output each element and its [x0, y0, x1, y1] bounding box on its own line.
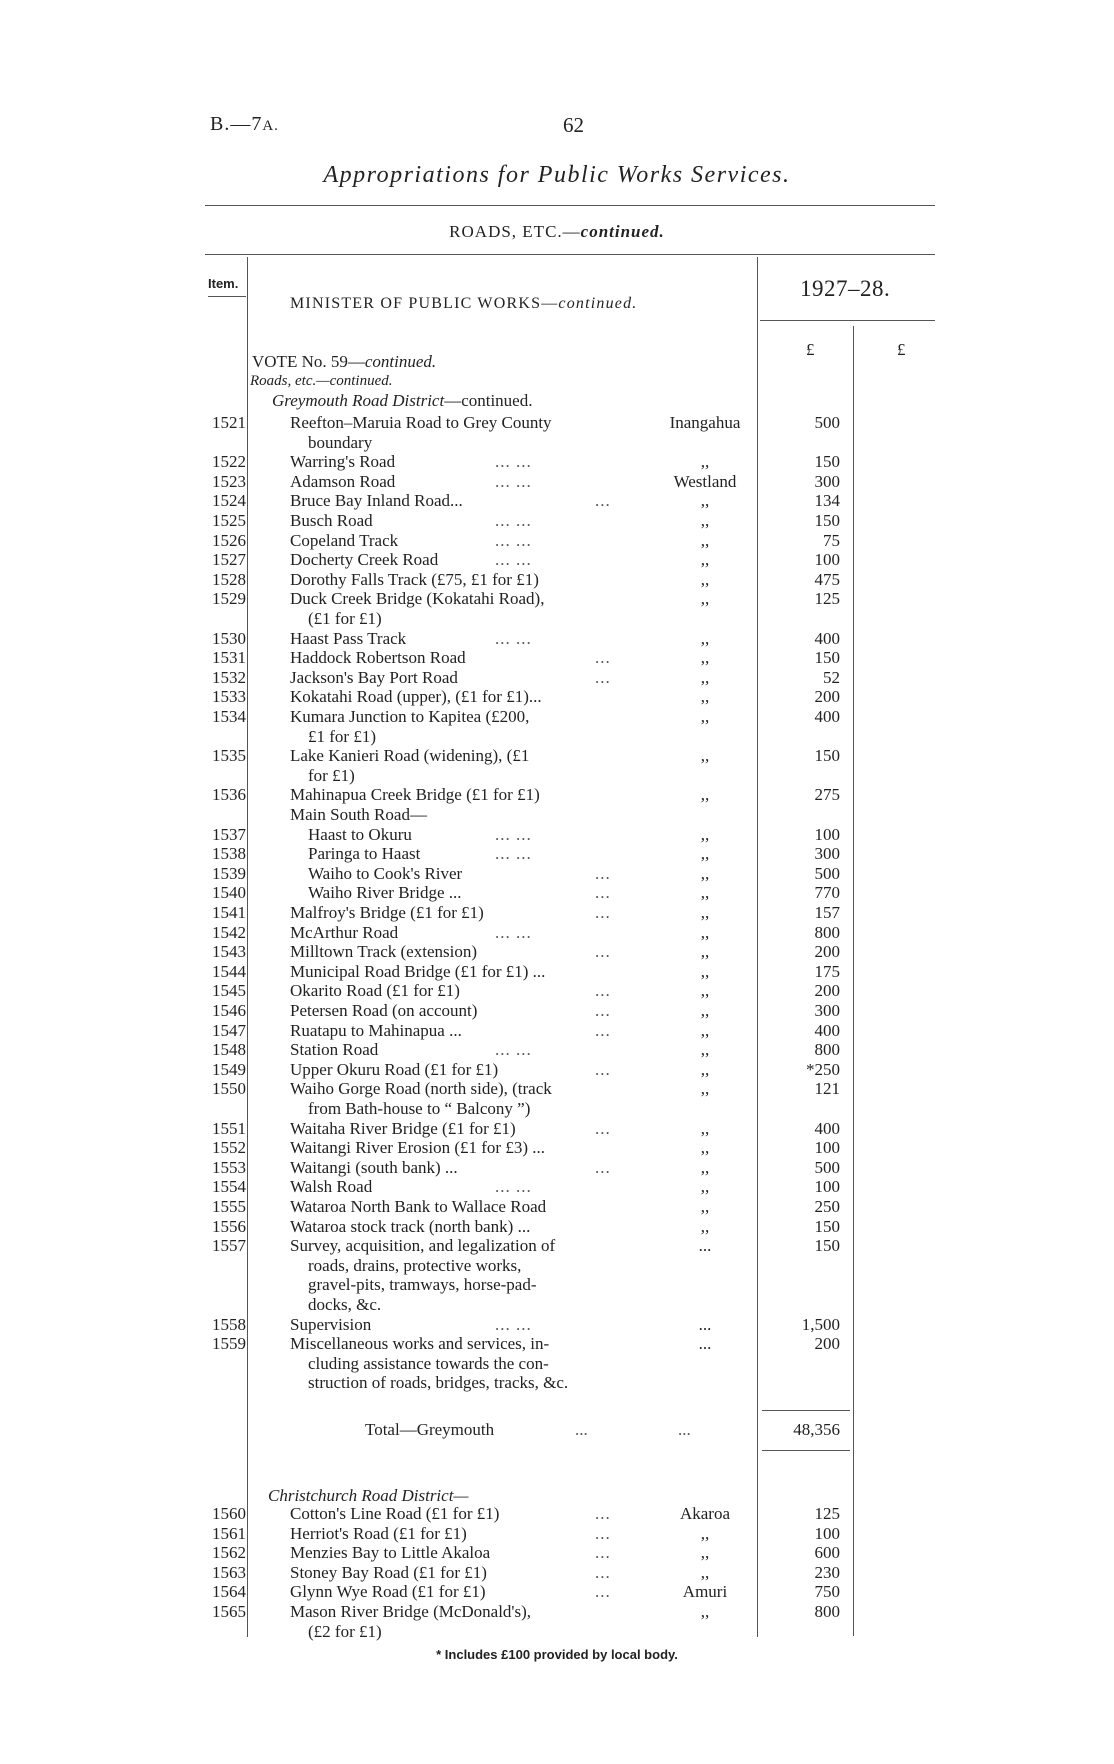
county-name: ,,	[700, 746, 710, 766]
table-row	[0, 1334, 1114, 1393]
item-number: 1536	[212, 785, 246, 805]
item-description-continued: boundary	[308, 432, 373, 452]
roads-subheading: Roads, etc.—continued.	[250, 373, 393, 389]
county-name: ,,	[700, 1197, 710, 1216]
item-description: Upper Okuru Road (£1 for £1)	[290, 1059, 499, 1079]
amount-value: 300	[814, 1001, 840, 1020]
item-description-continued: roads, drains, protective works,	[308, 1255, 522, 1275]
table-row	[0, 1001, 1114, 1020]
table-row	[0, 550, 1114, 569]
table-row	[0, 1040, 1114, 1059]
amount-value: 400	[814, 628, 840, 648]
leader-dots: ...	[595, 491, 611, 511]
item-description: Main South Road—	[290, 805, 427, 824]
table-row	[0, 981, 1114, 1000]
item-column-header: Item.	[208, 276, 239, 291]
county-name: ,,	[700, 1059, 710, 1079]
item-description: Municipal Road Bridge (£1 for £1) ...	[290, 961, 546, 981]
amount-value: 100	[814, 1138, 840, 1158]
amount-value: 134	[814, 491, 840, 511]
table-row	[0, 1079, 1114, 1118]
item-description: Warring's Road	[290, 452, 396, 472]
county-name: ,,	[700, 1118, 710, 1138]
table-row	[0, 491, 1114, 510]
leader-dots: ... ...	[495, 922, 532, 942]
item-number: 1555	[212, 1197, 246, 1216]
total-value: 48,356	[793, 1420, 840, 1439]
table-row	[0, 1543, 1114, 1562]
item-description: McArthur Road	[290, 922, 399, 942]
table-row	[0, 864, 1114, 883]
item-description-continued: (£2 for £1)	[308, 1621, 382, 1641]
amount-value: 275	[814, 785, 840, 805]
amount-value: 770	[814, 883, 840, 903]
item-description: Adamson Road	[290, 471, 396, 491]
amount-value: 800	[814, 1602, 840, 1621]
county-name: ,,	[700, 1020, 710, 1040]
table-row	[0, 1315, 1114, 1334]
amount-value: 200	[814, 1334, 840, 1354]
leader-dots: ... ...	[495, 511, 532, 530]
item-description: Okarito Road (£1 for £1)	[290, 981, 460, 1001]
item-number: 1546	[212, 1001, 246, 1020]
county-name: ,,	[700, 628, 710, 648]
amount-value: 500	[814, 863, 840, 883]
document-code: B.—7A.	[210, 113, 279, 135]
amount-value: 500	[814, 413, 840, 432]
item-description: Waitaha River Bridge (£1 for £1)	[290, 1118, 516, 1138]
item-number: 1523	[212, 471, 246, 491]
table-row	[0, 1060, 1114, 1079]
item-header-rule	[208, 296, 246, 297]
county-name: Inangahua	[669, 413, 741, 432]
county-name: ,,	[700, 707, 710, 726]
item-description: Docherty Creek Road	[290, 550, 439, 570]
county-name: ,,	[700, 1177, 710, 1197]
leader-dots: ...	[595, 1562, 611, 1582]
table-row	[0, 668, 1114, 687]
item-number: 1553	[212, 1157, 246, 1177]
pound-sign-right: £	[897, 340, 906, 359]
amount-value: 400	[814, 1020, 840, 1040]
amount-value: 300	[814, 844, 840, 864]
item-description: Paringa to Haast	[308, 844, 421, 864]
item-number: 1556	[212, 1216, 246, 1236]
county-name: Amuri	[682, 1582, 728, 1602]
county-name: ,,	[700, 922, 710, 942]
item-description-continued: for £1)	[308, 765, 355, 785]
county-name: ...	[698, 1314, 712, 1334]
amount-value: 150	[814, 511, 840, 530]
leader-dots: ...	[595, 1001, 611, 1020]
item-number: 1547	[212, 1020, 246, 1040]
county-name: ,,	[700, 1138, 710, 1158]
total-label: Total—Greymouth	[365, 1420, 495, 1439]
amount-value: 475	[814, 569, 840, 589]
amount-value: 800	[814, 1040, 840, 1060]
item-number: 1542	[212, 922, 246, 942]
item-number: 1521	[212, 413, 246, 432]
amount-value: *250	[806, 1059, 840, 1079]
leader-dots: ...	[595, 1020, 611, 1040]
table-row	[0, 511, 1114, 530]
item-description: Mason River Bridge (McDonald's),	[290, 1602, 532, 1621]
leader-dots: ...	[595, 1543, 611, 1563]
leader-dots: ...	[595, 863, 611, 883]
amount-value: 800	[814, 922, 840, 942]
amount-value: 150	[814, 452, 840, 472]
item-number: 1537	[212, 824, 246, 844]
county-name: Akaroa	[679, 1504, 731, 1523]
amount-value: 121	[814, 1079, 840, 1099]
total-country-dots: ...	[678, 1420, 691, 1439]
leader-dots: ... ...	[495, 471, 532, 491]
county-name: ,,	[700, 1602, 710, 1621]
item-number: 1527	[212, 550, 246, 570]
item-description: Duck Creek Bridge (Kokatahi Road),	[290, 589, 545, 609]
table-row	[0, 687, 1114, 706]
year-column-header: 1927–28.	[800, 276, 891, 301]
county-name: ,,	[700, 1523, 710, 1543]
section-heading: ROADS, ETC.—continued.	[449, 222, 665, 241]
item-description: Waiho River Bridge ...	[308, 883, 462, 903]
item-number: 1564	[212, 1582, 246, 1602]
year-header-rule	[760, 320, 935, 321]
item-description: Supervision	[290, 1314, 372, 1334]
item-number: 1530	[212, 628, 246, 648]
total-top-rule	[762, 1410, 850, 1411]
item-description: Station Road	[290, 1040, 379, 1060]
table-row	[0, 1177, 1114, 1196]
county-name: ,,	[700, 452, 710, 472]
leader-dots: ...	[595, 667, 611, 687]
item-description: Waitangi (south bank) ...	[290, 1157, 458, 1177]
item-number: 1538	[212, 844, 246, 864]
item-number: 1550	[212, 1079, 246, 1099]
leader-dots: ... ...	[495, 1040, 532, 1060]
county-name: ,,	[700, 1543, 710, 1563]
county-name: ,,	[700, 961, 710, 981]
item-description: Lake Kanieri Road (widening), (£1	[290, 746, 530, 766]
leader-dots: ...	[595, 981, 611, 1001]
county-name: ,,	[700, 530, 710, 550]
leader-dots: ...	[595, 1059, 611, 1079]
county-name: ,,	[700, 981, 710, 1001]
item-description: Malfroy's Bridge (£1 for £1)	[290, 903, 484, 922]
table-row	[0, 1119, 1114, 1138]
item-description: Waiho to Cook's River	[308, 863, 463, 883]
table-row	[0, 1197, 1114, 1216]
table-row	[0, 903, 1114, 922]
item-number: 1560	[212, 1504, 246, 1523]
item-description-continued: cluding assistance towards the con-	[308, 1353, 549, 1373]
item-number: 1541	[212, 903, 246, 922]
item-number: 1535	[212, 746, 246, 766]
leader-dots: ...	[595, 1504, 611, 1523]
amount-value: 150	[814, 1236, 840, 1256]
item-description-continued: struction of roads, bridges, tracks, &c.	[308, 1373, 569, 1393]
item-number: 1533	[212, 687, 246, 707]
item-number: 1545	[212, 981, 246, 1001]
county-name: ,,	[700, 942, 710, 962]
table-row	[0, 707, 1114, 746]
item-number: 1524	[212, 491, 246, 511]
county-name: ...	[698, 1334, 712, 1354]
amount-value: 150	[814, 648, 840, 668]
item-description: Stoney Bay Road (£1 for £1)	[290, 1562, 487, 1582]
amount-value: 157	[814, 903, 840, 922]
item-number: 1543	[212, 942, 246, 962]
leader-dots: ... ...	[495, 824, 532, 844]
table-row	[0, 746, 1114, 785]
amount-value: 300	[814, 471, 840, 491]
item-description: Ruatapu to Mahinapua ...	[290, 1020, 462, 1040]
item-description: Miscellaneous works and services, in-	[290, 1334, 550, 1354]
leader-dots: ...	[595, 883, 611, 903]
leader-dots: ...	[595, 1118, 611, 1138]
item-description: Kumara Junction to Kapitea (£200,	[290, 707, 530, 726]
amount-value: 150	[814, 1216, 840, 1236]
county-name: ,,	[700, 844, 710, 864]
pound-sign-left: £	[806, 340, 815, 359]
table-row	[0, 629, 1114, 648]
item-number: 1549	[212, 1059, 246, 1079]
table-row	[0, 962, 1114, 981]
county-name: ,,	[700, 491, 710, 511]
amount-value: 100	[814, 824, 840, 844]
amount-value: 200	[814, 942, 840, 962]
item-description: Mahinapua Creek Bridge (£1 for £1)	[290, 785, 540, 805]
county-name: ,,	[700, 1001, 710, 1020]
minister-heading: MINISTER OF PUBLIC WORKS—continued.	[290, 295, 638, 312]
county-name: ,,	[700, 1079, 710, 1099]
item-number: 1540	[212, 883, 246, 903]
county-name: ,,	[700, 1562, 710, 1582]
county-name: ,,	[700, 589, 710, 609]
amount-value: 400	[814, 1118, 840, 1138]
county-name: ,,	[700, 687, 710, 707]
item-description: Copeland Track	[290, 530, 399, 550]
leader-dots: ...	[595, 1582, 611, 1602]
item-number: 1522	[212, 452, 246, 472]
amount-value: 750	[814, 1582, 840, 1602]
table-row	[0, 805, 1114, 824]
leader-dots: ... ...	[495, 530, 532, 550]
item-number: 1548	[212, 1040, 246, 1060]
county-name: ,,	[700, 569, 710, 589]
leader-dots: ...	[595, 1523, 611, 1543]
county-name: ,,	[700, 824, 710, 844]
item-number: 1561	[212, 1523, 246, 1543]
table-top-rule	[205, 254, 935, 255]
item-number: 1539	[212, 863, 246, 883]
amount-value: 150	[814, 746, 840, 766]
amount-value: 1,500	[801, 1314, 840, 1334]
item-number: 1532	[212, 667, 246, 687]
item-number: 1525	[212, 511, 246, 530]
item-number: 1526	[212, 530, 246, 550]
amount-value: 175	[814, 961, 840, 981]
table-row	[0, 1217, 1114, 1236]
item-number: 1554	[212, 1177, 246, 1197]
table-row	[0, 1524, 1114, 1543]
item-description: Dorothy Falls Track (£75, £1 for £1)	[290, 569, 539, 589]
item-description-continued: (£1 for £1)	[308, 608, 382, 628]
table-row	[0, 1602, 1114, 1641]
amount-value: 125	[814, 1504, 840, 1523]
table-row	[0, 452, 1114, 471]
leader-dots: ...	[595, 1157, 611, 1177]
item-number: 1559	[212, 1334, 246, 1354]
amount-value: 200	[814, 687, 840, 707]
amount-value: 250	[814, 1197, 840, 1216]
table-row	[0, 883, 1114, 902]
leader-dots: ... ...	[495, 550, 532, 570]
district-heading-christchurch: Christchurch Road District—	[268, 1486, 469, 1505]
item-number: 1531	[212, 648, 246, 668]
item-description: Walsh Road	[290, 1177, 373, 1197]
county-name: ,,	[700, 648, 710, 668]
county-name: ,,	[700, 1216, 710, 1236]
table-row	[0, 1582, 1114, 1601]
table-row	[0, 844, 1114, 863]
county-name: ...	[698, 1236, 712, 1256]
item-description: Haast Pass Track	[290, 628, 407, 648]
item-number: 1558	[212, 1314, 246, 1334]
table-row	[0, 570, 1114, 589]
item-description: Jackson's Bay Port Road	[290, 667, 458, 687]
item-number: 1551	[212, 1118, 246, 1138]
item-number: 1528	[212, 569, 246, 589]
item-description: Waitangi River Erosion (£1 for £3) ...	[290, 1138, 545, 1158]
total-bottom-rule	[762, 1450, 850, 1451]
leader-dots: ...	[595, 648, 611, 668]
table-row	[0, 1563, 1114, 1582]
table-row	[0, 942, 1114, 961]
item-number: 1552	[212, 1138, 246, 1158]
leader-dots: ... ...	[495, 452, 532, 472]
item-description: Milltown Track (extension)	[290, 942, 477, 962]
item-description: Busch Road	[290, 511, 373, 530]
county-name: ,,	[700, 785, 710, 805]
table-row	[0, 923, 1114, 942]
amount-value: 600	[814, 1543, 840, 1563]
item-description: Herriot's Road (£1 for £1)	[290, 1523, 467, 1543]
item-description: Reefton–Maruia Road to Grey County	[290, 413, 552, 432]
district-heading-greymouth: Greymouth Road District—continued.	[272, 391, 533, 410]
title-rule	[205, 205, 935, 206]
item-description-continued: docks, &c.	[308, 1294, 382, 1314]
item-number: 1544	[212, 961, 246, 981]
item-description: Wataroa stock track (north bank) ...	[290, 1216, 531, 1236]
table-row	[0, 1021, 1114, 1040]
item-number: 1557	[212, 1236, 246, 1256]
leader-dots: ...	[595, 942, 611, 962]
amount-value: 100	[814, 1523, 840, 1543]
item-number: 1563	[212, 1562, 246, 1582]
table-row	[0, 531, 1114, 550]
table-row	[0, 413, 1114, 452]
county-name: Westland	[673, 471, 737, 491]
amount-value: 400	[814, 707, 840, 726]
item-description: Survey, acquisition, and legalization of	[290, 1236, 556, 1256]
county-name: ,,	[700, 550, 710, 570]
vote-heading: VOTE No. 59—continued.	[252, 352, 437, 371]
item-number: 1534	[212, 707, 246, 726]
county-name: ,,	[700, 667, 710, 687]
item-description: Menzies Bay to Little Akaloa	[290, 1543, 491, 1563]
item-number: 1565	[212, 1602, 246, 1621]
item-description: Kokatahi Road (upper), (£1 for £1)...	[290, 687, 542, 707]
table-row	[0, 1158, 1114, 1177]
item-description: Glynn Wye Road (£1 for £1)	[290, 1582, 486, 1602]
table-row	[0, 1138, 1114, 1157]
amount-value: 200	[814, 981, 840, 1001]
item-description: Cotton's Line Road (£1 for £1)	[290, 1504, 500, 1523]
table-row	[0, 825, 1114, 844]
item-description: Bruce Bay Inland Road...	[290, 491, 463, 511]
county-name: ,,	[700, 511, 710, 530]
amount-value: 125	[814, 589, 840, 609]
table-row	[0, 589, 1114, 628]
item-description: Waiho Gorge Road (north side), (track	[290, 1079, 552, 1099]
page-title: Appropriations for Public Works Services.	[323, 162, 791, 188]
table-row	[0, 785, 1114, 804]
item-description: Haddock Robertson Road	[290, 648, 466, 668]
item-number: 1529	[212, 589, 246, 609]
table-row	[0, 1504, 1114, 1523]
county-name: ,,	[700, 903, 710, 922]
leader-dots: ... ...	[495, 1177, 532, 1197]
item-description: Petersen Road (on account)	[290, 1001, 478, 1020]
amount-value: 100	[814, 1177, 840, 1197]
table-row	[0, 1236, 1114, 1314]
item-description: Haast to Okuru	[308, 824, 412, 844]
amount-value: 500	[814, 1157, 840, 1177]
item-description-continued: £1 for £1)	[308, 726, 376, 746]
county-name: ,,	[700, 1157, 710, 1177]
amount-value: 100	[814, 550, 840, 570]
table-row	[0, 472, 1114, 491]
item-description-continued: gravel-pits, tramways, horse-pad-	[308, 1275, 537, 1295]
page-number: 62	[563, 113, 584, 137]
amount-value: 75	[823, 530, 840, 550]
item-description-continued: from Bath-house to “ Balcony ”)	[308, 1098, 531, 1118]
total-dots: ...	[575, 1420, 588, 1439]
county-name: ,,	[700, 863, 710, 883]
item-number: 1562	[212, 1543, 246, 1563]
leader-dots: ...	[595, 903, 611, 922]
amount-value: 230	[814, 1562, 840, 1582]
table-row	[0, 648, 1114, 667]
county-name: ,,	[700, 1040, 710, 1060]
leader-dots: ... ...	[495, 628, 532, 648]
county-name: ,,	[700, 883, 710, 903]
leader-dots: ... ...	[495, 1314, 532, 1334]
item-description: Wataroa North Bank to Wallace Road	[290, 1197, 547, 1216]
leader-dots: ... ...	[495, 844, 532, 864]
footnote: * Includes £100 provided by local body.	[436, 1647, 678, 1662]
amount-value: 52	[823, 667, 840, 687]
